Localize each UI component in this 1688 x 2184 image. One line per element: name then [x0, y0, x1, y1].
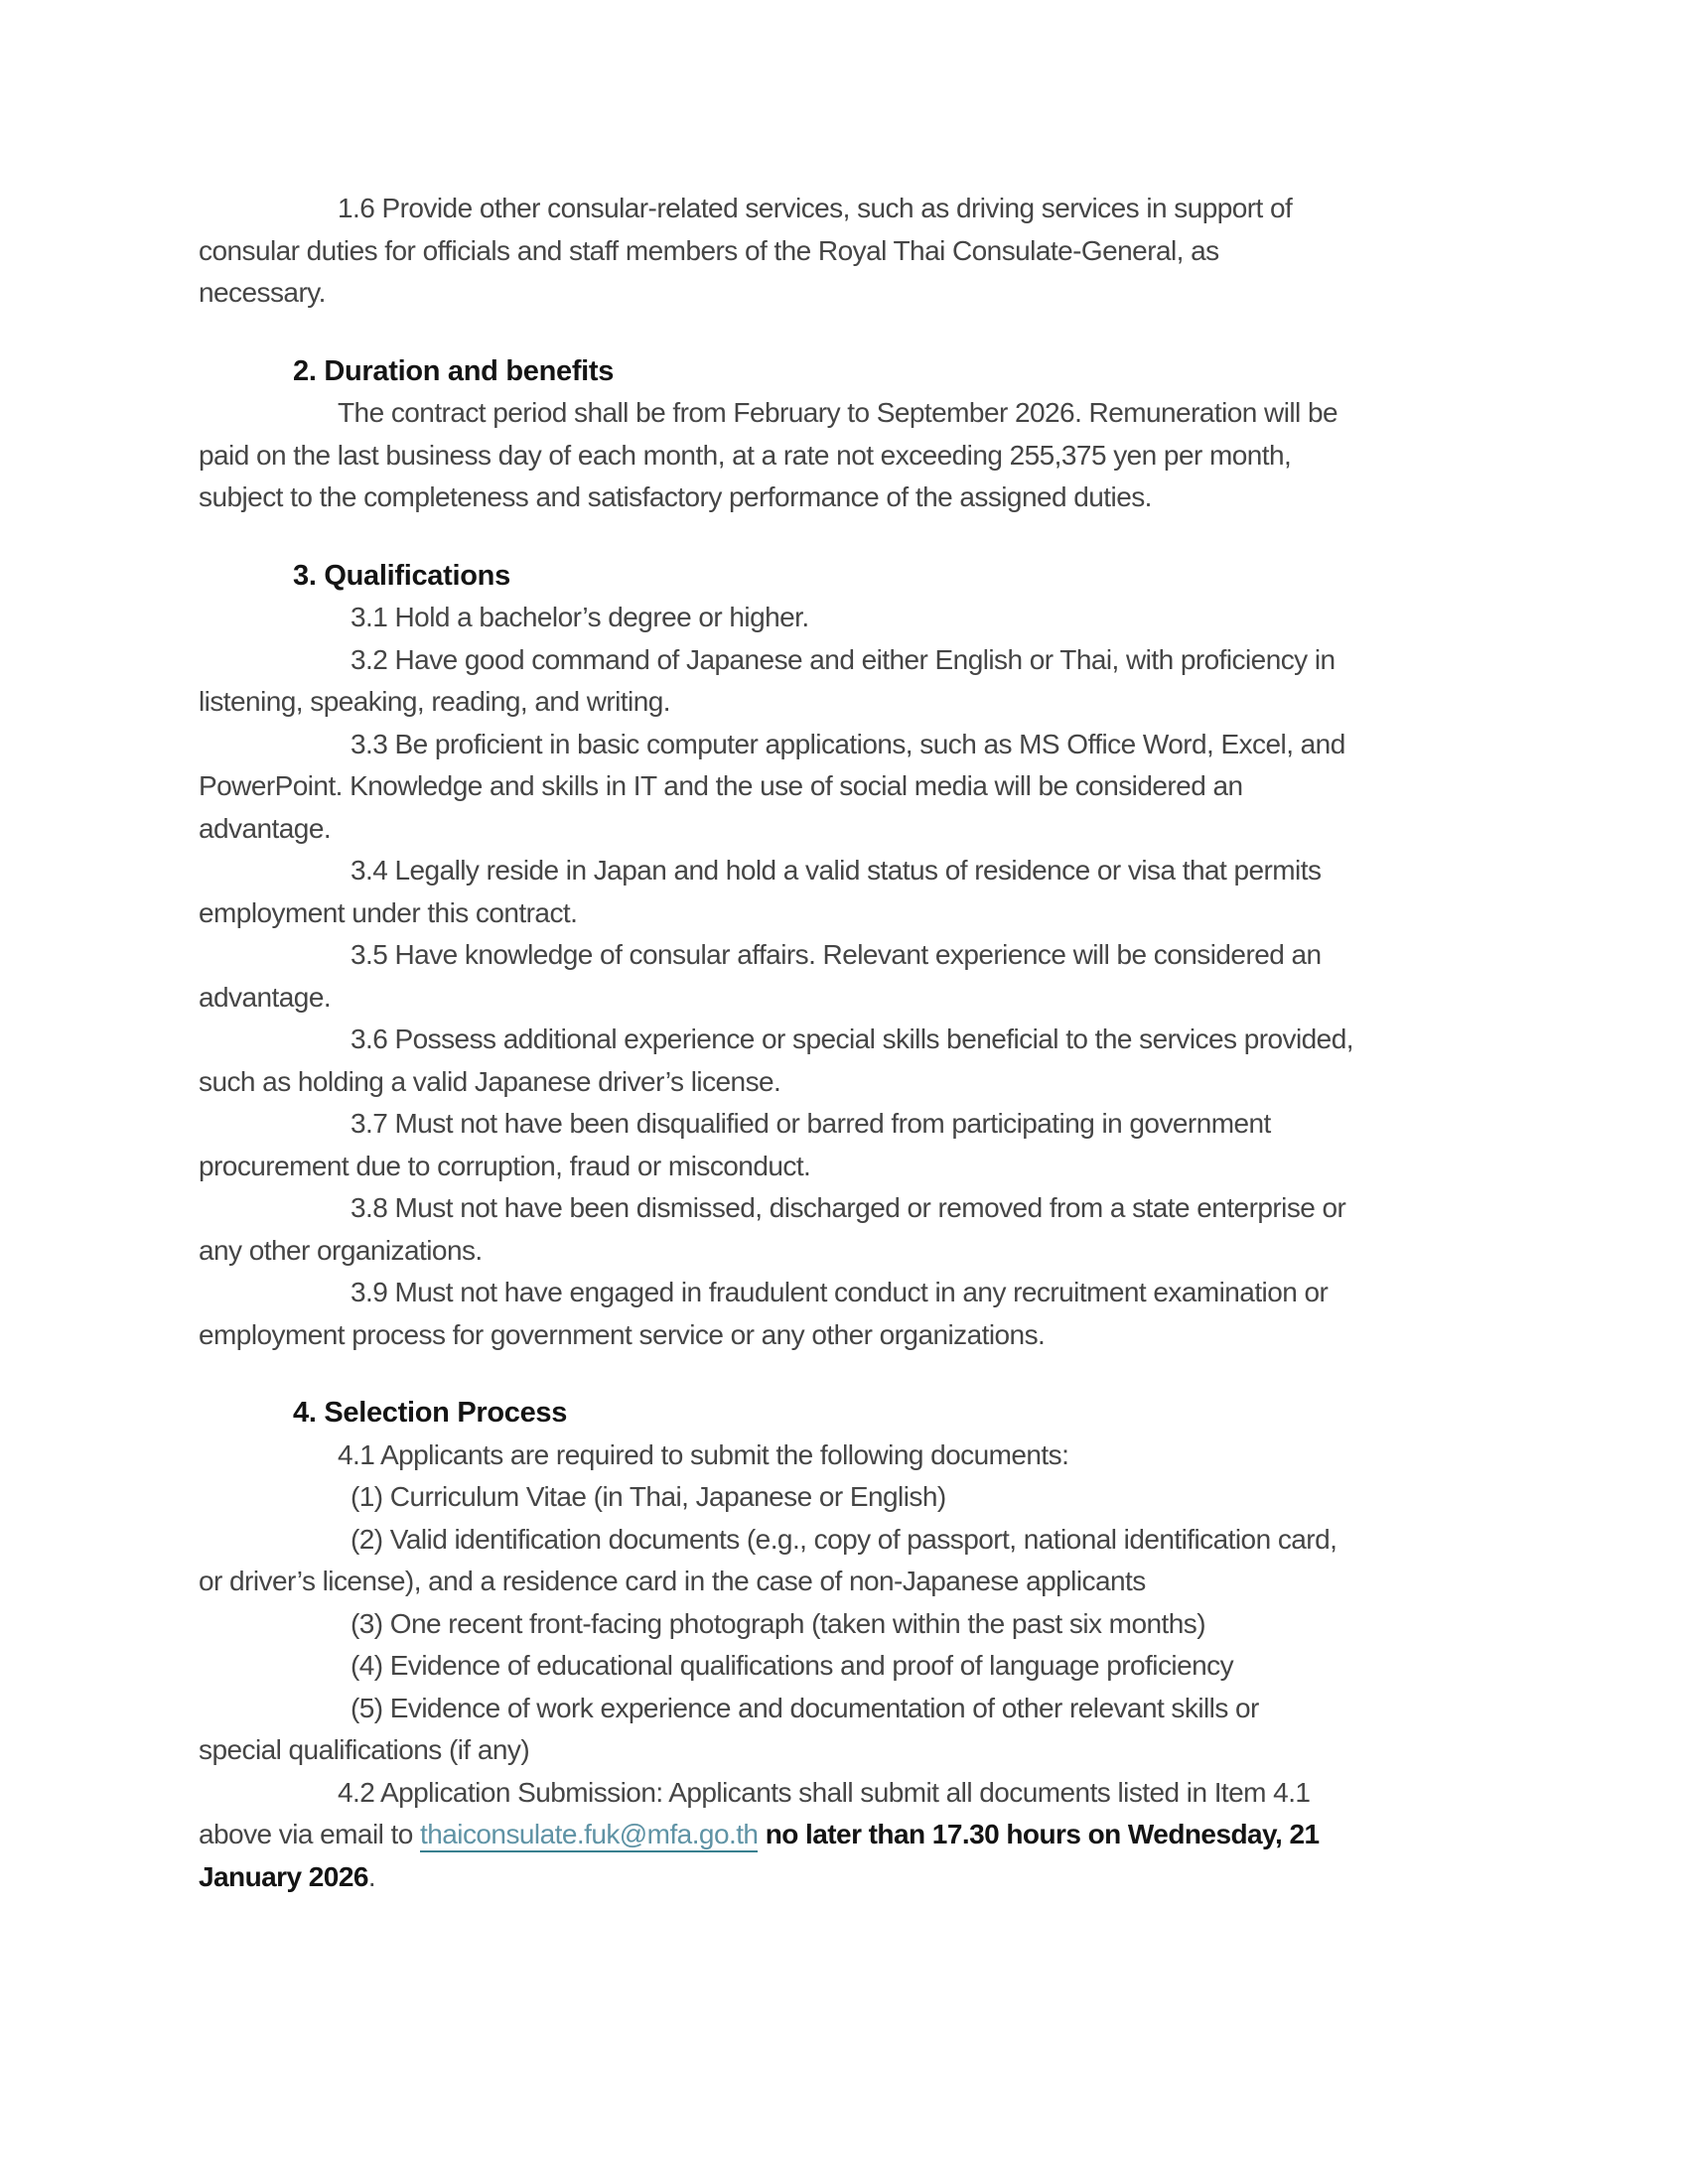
body-text: any other organizations.	[199, 1234, 483, 1266]
body-text: such as holding a valid Japanese driver’s license.	[199, 1065, 781, 1097]
bold-text: no later than 17.30 hours on Wednesday, 21	[758, 1819, 1320, 1849]
body-text: .	[367, 1860, 376, 1892]
body-text: or driver’s license), and a residence card in the case of non-Japanese applicants	[199, 1566, 1146, 1596]
text-line	[199, 1434, 1509, 1477]
text-line	[199, 392, 1509, 435]
text-line	[199, 681, 1509, 724]
body-text: 3.6 Possess additional experience or special skills beneficial to the services provided,	[351, 1024, 1353, 1054]
paragraph-gap	[199, 519, 1509, 555]
heading-duration-and-benefits	[199, 350, 1509, 393]
para-3-7	[199, 1103, 1509, 1187]
para-3-6	[199, 1019, 1509, 1103]
body-text: advantage.	[199, 981, 332, 1013]
body-text: 3.5 Have knowledge of consular affairs. Relevant experience will be considered an	[351, 939, 1322, 970]
text-line	[199, 850, 1509, 892]
para-4-1-item-2	[199, 1519, 1509, 1603]
text-line	[199, 272, 1509, 315]
text-line	[199, 1103, 1509, 1146]
para-4-1-item-1	[199, 1476, 1509, 1519]
body-text: (4) Evidence of educational qualifications and proof of language proficiency	[351, 1650, 1234, 1681]
body-text: advantage.	[199, 812, 332, 844]
body-text: (1) Curriculum Vitae (in Thai, Japanese or English)	[351, 1481, 946, 1512]
body-text: above via email to	[199, 1819, 421, 1849]
text-line	[199, 977, 1509, 1020]
heading-text: 3. Qualifications	[293, 559, 510, 592]
body-text: consular duties for officials and staff members of the Royal Thai Consulate-General, as	[199, 234, 1219, 266]
text-line	[199, 555, 1509, 598]
body-text: subject to the completeness and satisfactory performance of the assigned duties.	[199, 481, 1152, 512]
body-text: 3.2 Have good command of Japanese and either English or Thai, with proficiency in	[351, 643, 1336, 675]
heading-qualifications	[199, 555, 1509, 598]
para-2-contract-period	[199, 392, 1509, 519]
body-text: employment under this contract.	[199, 896, 578, 928]
email-link[interactable]: thaiconsulate.fuk@mfa.go.th	[420, 1819, 758, 1852]
body-text: 3.9 Must not have engaged in fraudulent conduct in any recruitment examination or	[351, 1277, 1329, 1307]
text-line	[199, 1645, 1509, 1688]
text-line	[199, 1146, 1509, 1188]
text-line	[199, 188, 1509, 230]
para-3-3	[199, 724, 1509, 851]
body-text: necessary.	[199, 277, 326, 308]
text-line	[199, 1392, 1509, 1434]
body-text: 3.3 Be proficient in basic computer applications, such as MS Office Word, Excel, and	[351, 728, 1345, 759]
text-line	[199, 1019, 1509, 1061]
body-text: PowerPoint. Knowledge and skills in IT and the use of social media will be considered an	[199, 770, 1243, 801]
body-text: 4.1 Applicants are required to submit the following documents:	[338, 1438, 1069, 1470]
para-4-2	[199, 1772, 1509, 1899]
text-line	[199, 1561, 1509, 1603]
body-text: paid on the last business day of each month, at a rate not exceeding 255,375 yen per month,	[199, 439, 1292, 471]
text-line	[199, 1476, 1509, 1519]
body-text: The contract period shall be from February to September 2026. Remuneration will be	[338, 397, 1337, 428]
text-line	[199, 230, 1509, 273]
text-line	[199, 1772, 1509, 1815]
para-1-6	[199, 188, 1509, 315]
text-line	[199, 934, 1509, 977]
paragraph-gap	[199, 315, 1509, 350]
text-line	[199, 808, 1509, 851]
body-text: (3) One recent front-facing photograph (taken within the past six months)	[351, 1607, 1205, 1639]
heading-text: 4. Selection Process	[293, 1397, 568, 1429]
text-line	[199, 350, 1509, 393]
para-3-5	[199, 934, 1509, 1019]
para-4-1-item-3	[199, 1603, 1509, 1646]
text-line	[199, 1061, 1509, 1104]
text-line	[199, 477, 1509, 519]
body-text: special qualifications (if any)	[199, 1734, 530, 1765]
body-text: 3.8 Must not have been dismissed, discharged or removed from a state enterprise or	[351, 1192, 1346, 1223]
text-line	[199, 1519, 1509, 1562]
heading-text: 2. Duration and benefits	[293, 354, 615, 387]
document-body	[199, 0, 1509, 1898]
text-line	[199, 435, 1509, 478]
para-4-1-item-5	[199, 1688, 1509, 1772]
para-3-2	[199, 639, 1509, 724]
body-text: procurement due to corruption, fraud or misconduct.	[199, 1150, 811, 1181]
body-text: 3.1 Hold a bachelor’s degree or higher.	[351, 602, 809, 632]
text-line	[199, 1688, 1509, 1730]
body-text: (2) Valid identification documents (e.g., copy of passport, national identification card,	[351, 1523, 1337, 1555]
paragraph-gap	[199, 1356, 1509, 1392]
para-3-4	[199, 850, 1509, 934]
text-line	[199, 597, 1509, 639]
text-line	[199, 892, 1509, 935]
heading-selection-process	[199, 1392, 1509, 1434]
body-text: listening, speaking, reading, and writing.	[199, 686, 670, 717]
para-4-1	[199, 1434, 1509, 1477]
text-line	[199, 1856, 1509, 1899]
text-line	[199, 765, 1509, 808]
body-text: employment process for government service or any other organizations.	[199, 1318, 1046, 1350]
text-line	[199, 639, 1509, 682]
body-text: 1.6 Provide other consular-related services, such as driving services in support of	[338, 193, 1293, 223]
text-line	[199, 724, 1509, 766]
text-line	[199, 1314, 1509, 1357]
text-line	[199, 1603, 1509, 1646]
text-line	[199, 1187, 1509, 1230]
body-text: (5) Evidence of work experience and documentation of other relevant skills or	[351, 1692, 1259, 1723]
text-line	[199, 1272, 1509, 1314]
body-text: 4.2 Application Submission: Applicants shall submit all documents listed in Item 4.1	[338, 1776, 1311, 1808]
para-4-1-item-4	[199, 1645, 1509, 1688]
para-3-8	[199, 1187, 1509, 1272]
text-line	[199, 1814, 1509, 1856]
para-3-1	[199, 597, 1509, 639]
body-text: 3.4 Legally reside in Japan and hold a valid status of residence or visa that permits	[351, 855, 1322, 886]
para-3-9	[199, 1272, 1509, 1356]
text-line	[199, 1230, 1509, 1273]
body-text: 3.7 Must not have been disqualified or barred from participating in government	[351, 1108, 1271, 1139]
bold-text: January 2026	[199, 1860, 368, 1892]
text-line	[199, 1729, 1509, 1772]
